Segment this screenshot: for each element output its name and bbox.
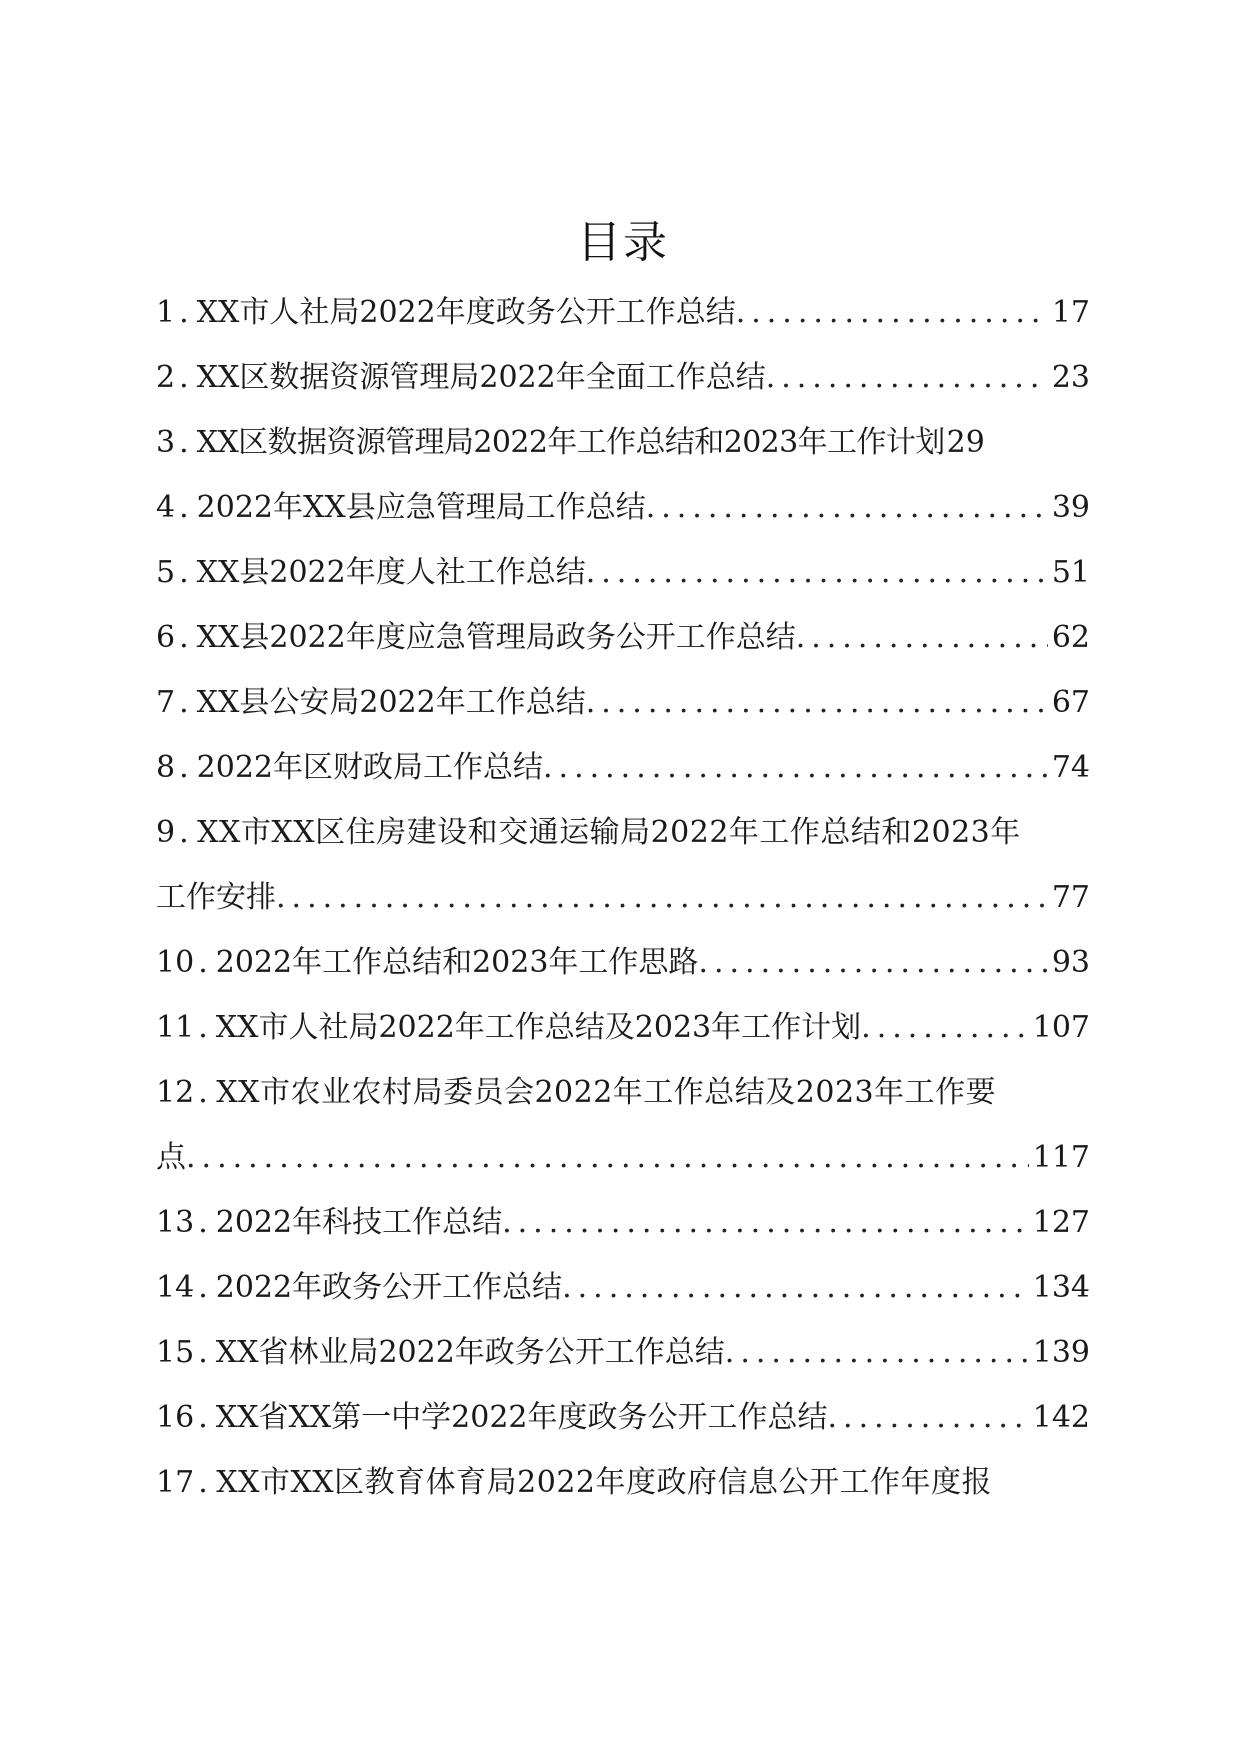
entry-separator: .: [198, 1465, 209, 1500]
entry-page-number: 74: [1051, 750, 1090, 785]
entry-number: 14: [156, 1270, 195, 1305]
dot-leader: [861, 995, 1029, 1060]
toc-entry-1[interactable]: [156, 280, 1090, 345]
entry-page-number: 62: [1051, 620, 1090, 655]
dot-leader: [736, 280, 1048, 345]
entry-number: 5: [156, 555, 176, 590]
toc-title: 目录: [577, 217, 669, 268]
entry-page-number: 134: [1032, 1270, 1090, 1305]
entry-title: 2022年科技工作总结: [215, 1205, 503, 1240]
toc-entry-15[interactable]: [156, 1320, 1090, 1385]
entry-separator: .: [198, 1075, 209, 1110]
dot-leader: [646, 475, 1048, 540]
dot-leader: [828, 1385, 1029, 1450]
entry-title: XX县公安局2022年工作总结: [196, 685, 586, 720]
entry-separator: .: [198, 1335, 208, 1370]
dot-leader: [186, 1125, 1029, 1190]
toc-entry-9[interactable]: [156, 800, 1090, 930]
dot-leader: [796, 605, 1048, 670]
entry-number: 4: [156, 490, 176, 525]
entry-page-number: 127: [1032, 1205, 1090, 1240]
toc-entry-row: [156, 995, 1090, 1060]
entry-number: 12: [156, 1075, 195, 1110]
entry-number: 11: [156, 1010, 195, 1045]
dot-leader: [276, 865, 1048, 930]
toc-entry-row: [156, 410, 1090, 475]
entry-title: 2022年工作总结和2023年工作思路: [215, 945, 699, 980]
entry-title-line1: XX市XX区住房建设和交通运输局2022年工作总结和2023年: [197, 815, 1021, 850]
entry-title: XX市人社局2022年度政务公开工作总结: [196, 295, 736, 330]
toc-entry-3[interactable]: [156, 410, 1090, 475]
entry-title: XX县2022年度人社工作总结: [196, 555, 586, 590]
entry-separator: .: [179, 620, 189, 655]
entry-page-number: 77: [1051, 880, 1090, 915]
entry-title-line2: 工作安排: [156, 880, 276, 915]
toc-entry-first-line: [156, 1450, 1090, 1515]
entry-page-number: 39: [1051, 490, 1090, 525]
entry-title: XX省林业局2022年政务公开工作总结: [215, 1335, 725, 1370]
entry-page-number: 67: [1051, 685, 1090, 720]
entry-number: 9: [156, 815, 176, 850]
toc-entry-10[interactable]: [156, 930, 1090, 995]
toc-entry-row: [156, 540, 1090, 605]
entry-separator: .: [198, 1010, 208, 1045]
dot-leader: [562, 1255, 1029, 1320]
entry-number: 10: [156, 945, 195, 980]
entry-title: XX市人社局2022年工作总结及2023年工作计划: [215, 1010, 862, 1045]
toc-entry-first-line: [156, 800, 1090, 865]
toc-entry-12[interactable]: [156, 1060, 1090, 1190]
entry-page-number: 142: [1032, 1400, 1090, 1435]
toc-entry-16[interactable]: [156, 1385, 1090, 1450]
entry-number: 16: [156, 1400, 195, 1435]
entry-number: 2: [156, 360, 176, 395]
toc-entry-14[interactable]: [156, 1255, 1090, 1320]
toc-entry-7[interactable]: [156, 670, 1090, 735]
toc-entry-13[interactable]: [156, 1190, 1090, 1255]
entry-title: 2022年区财政局工作总结: [196, 750, 543, 785]
entry-title: XX省XX第一中学2022年度政务公开工作总结: [215, 1400, 828, 1435]
entry-page-number: 51: [1051, 555, 1090, 590]
toc-entry-row: [156, 475, 1090, 540]
entry-number: 6: [156, 620, 176, 655]
toc-list: [156, 280, 1090, 1515]
entry-number: 13: [156, 1205, 195, 1240]
toc-entry-row: [156, 1255, 1090, 1320]
toc-entry-row: [156, 1125, 1090, 1190]
toc-entry-row: [156, 1320, 1090, 1385]
toc-entry-row: [156, 670, 1090, 735]
entry-page-number: 17: [1051, 295, 1090, 330]
entry-title: 2022年政务公开工作总结: [215, 1270, 563, 1305]
toc-page: [156, 212, 1090, 1515]
entry-number: 7: [156, 685, 176, 720]
entry-page-number: 29: [946, 425, 985, 460]
entry-title-line2: 点: [156, 1140, 186, 1175]
entry-title: XX县2022年度应急管理局政务公开工作总结: [196, 620, 796, 655]
toc-entry-row: [156, 1385, 1090, 1450]
entry-separator: .: [179, 425, 189, 460]
entry-separator: .: [179, 490, 189, 525]
toc-entry-8[interactable]: [156, 735, 1090, 800]
toc-entry-row: [156, 1190, 1090, 1255]
entry-number: 8: [156, 750, 176, 785]
dot-leader: [502, 1190, 1029, 1255]
dot-leader: [543, 735, 1048, 800]
entry-separator: .: [179, 360, 189, 395]
toc-entry-4[interactable]: [156, 475, 1090, 540]
entry-separator: .: [179, 685, 189, 720]
toc-entry-row: [156, 930, 1090, 995]
entry-separator: .: [198, 945, 208, 980]
toc-entry-2[interactable]: [156, 345, 1090, 410]
dot-leader: [586, 670, 1048, 735]
entry-number: 3: [156, 425, 176, 460]
entry-number: 1: [156, 295, 176, 330]
entry-title-line1: XX市XX区教育体育局2022年度政府信息公开工作年度报: [216, 1465, 993, 1500]
entry-separator: .: [179, 750, 189, 785]
dot-leader: [766, 345, 1048, 410]
entry-number: 15: [156, 1335, 195, 1370]
entry-page-number: 93: [1051, 945, 1090, 980]
toc-entry-row: [156, 735, 1090, 800]
toc-entry-row: [156, 345, 1090, 410]
entry-separator: .: [198, 1270, 208, 1305]
entry-page-number: 23: [1051, 360, 1090, 395]
entry-separator: .: [179, 815, 190, 850]
dot-leader: [586, 540, 1048, 605]
toc-entry-row: [156, 605, 1090, 670]
toc-entry-5[interactable]: [156, 540, 1090, 605]
entry-number: 17: [156, 1465, 195, 1500]
dot-leader: [698, 930, 1047, 995]
entry-page-number: 107: [1032, 1010, 1090, 1045]
entry-separator: .: [179, 555, 189, 590]
entry-title: 2022年XX县应急管理局工作总结: [196, 490, 646, 525]
entry-page-number: 139: [1032, 1335, 1090, 1370]
dot-leader: [725, 1320, 1029, 1385]
entry-separator: .: [198, 1400, 208, 1435]
toc-entry-first-line: [156, 1060, 1090, 1125]
toc-entry-17[interactable]: [156, 1450, 1090, 1515]
toc-entry-row: [156, 280, 1090, 345]
toc-entry-row: [156, 865, 1090, 930]
entry-page-number: 117: [1032, 1140, 1090, 1175]
entry-separator: .: [179, 295, 189, 330]
entry-title-line1: XX市农业农村局委员会2022年工作总结及2023年工作要: [216, 1075, 997, 1110]
entry-separator: .: [198, 1205, 208, 1240]
toc-entry-6[interactable]: [156, 605, 1090, 670]
entry-title: XX区数据资源管理局2022年全面工作总结: [196, 360, 766, 395]
toc-entry-11[interactable]: [156, 995, 1090, 1060]
entry-title: XX区数据资源管理局2022年工作总结和2023年工作计划: [196, 425, 945, 460]
